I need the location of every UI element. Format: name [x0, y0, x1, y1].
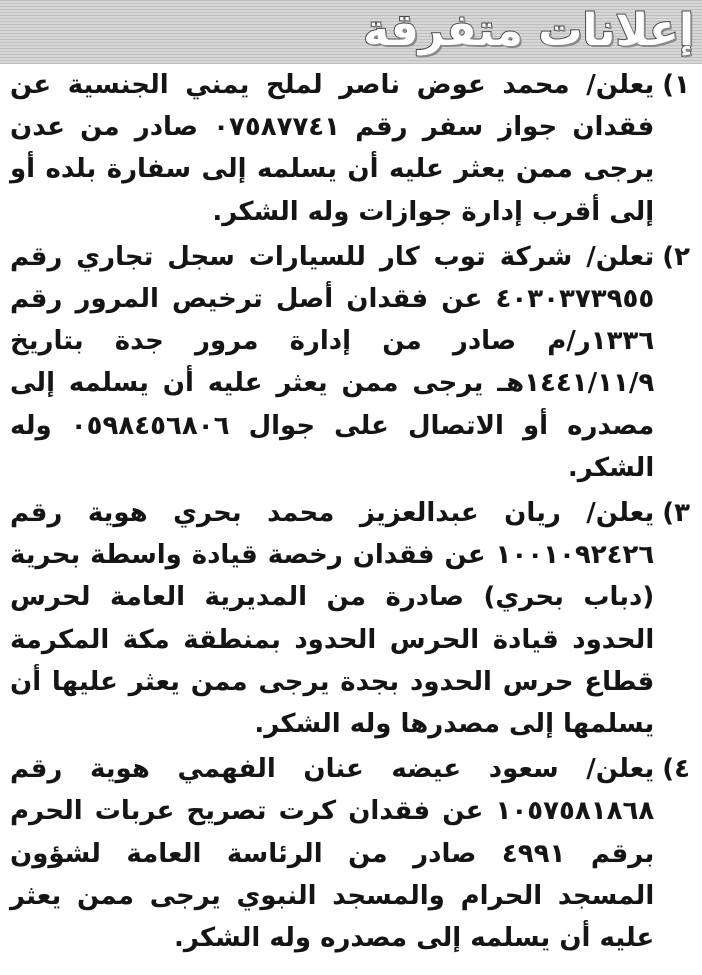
ad-number: ٤)	[662, 754, 690, 785]
ad-text: تعلن/ شركة توب كار للسيارات سجل تجاري رقم ٤٠٣٠٣٧٣٩٥٥ عن فقدان أصل ترخيص المرور رقم ١٣٣٦ر/م صادر من إدارة مرور جدة بتاريخ ١٤٤١/١١/٩هـ يرجى ممن يعثر عليه أن يسلمه إلى مصدره أو الاتصال على جوال ٠٥٩٨٤٥٦٨٠٦ وله الشكر.	[10, 241, 655, 483]
list-item	[10, 492, 690, 745]
ad-number: ٣)	[662, 498, 690, 529]
ads-list	[10, 64, 690, 962]
ad-number: ٢)	[662, 241, 690, 272]
section-header	[0, 0, 702, 64]
ad-number: ١)	[662, 70, 690, 100]
list-item	[10, 236, 690, 489]
ad-text: يعلن/ ريان عبدالعزيز محمد بحري هوية رقم ١٠٠١٠٩٢٤٢٦ عن فقدان رخصة قيادة واسطة بحرية (دباب بحري) صادرة من المديرية العامة لحرس الحدود قيادة الحرس الحدود بمنطقة مكة المكرمة قطاع حرس الحدود بجدة يرجى ممن يعثر عليها أن يسلمها إلى مصدرها وله الشكر.	[10, 498, 655, 740]
section-title: إعلانات متفرقة	[363, 5, 694, 56]
ad-text: يعلن/ محمد عوض ناصر لملح يمني الجنسية عن فقدان جواز سفر رقم ٠٧٥٨٧٧٤١ صادر من عدن يرجى ممن يعثر عليه أن يسلمه إلى سفارة بلده أو إلى أقرب إدارة جوازات وله الشكر.	[10, 70, 655, 227]
ad-text: يعلن/ سعود عيضه عنان الفهمي هوية رقم ١٠٥٧٥٨١٨٦٨ عن فقدان كرت تصريح عربات الحرم برقم ٤٩٩١ صادر من الرئاسة العامة لشؤون المسجد الحرام والمسجد النبوي يرجى ممن يعثر عليه أن يسلمه إلى مصدره وله الشكر.	[10, 754, 655, 954]
list-item	[10, 748, 690, 959]
list-item	[10, 64, 690, 233]
